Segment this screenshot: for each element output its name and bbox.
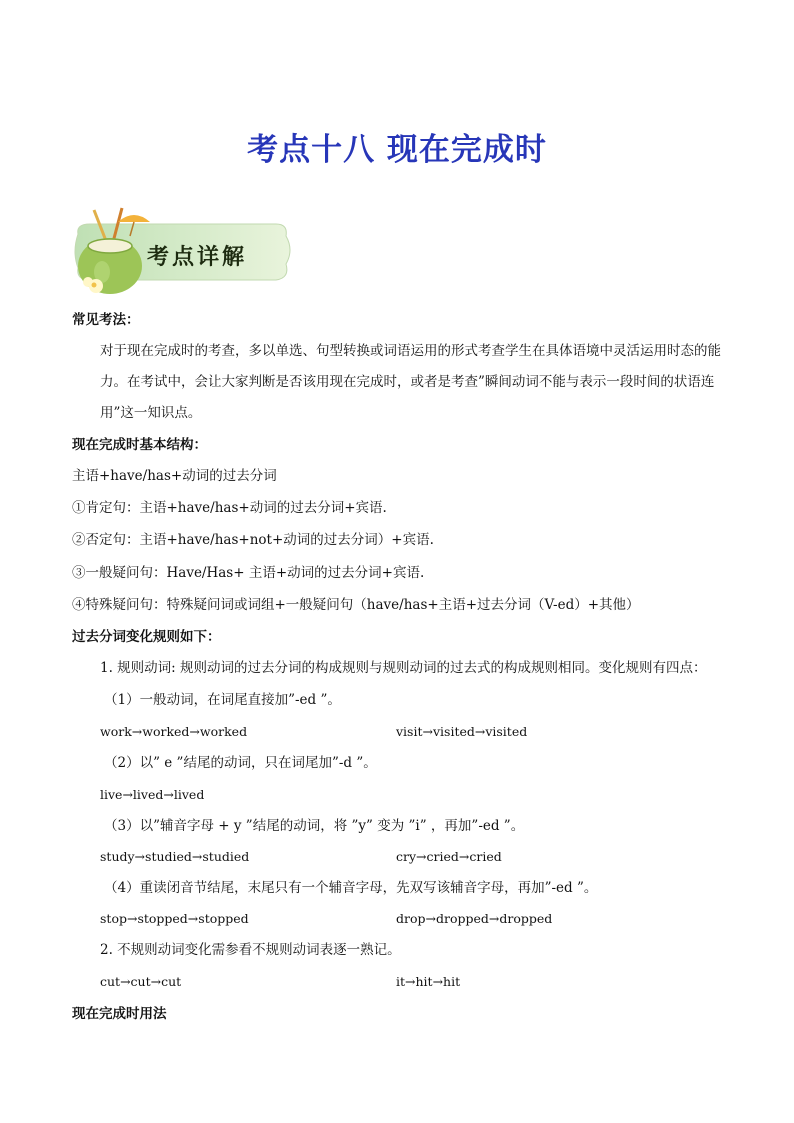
example-left: work→worked→worked bbox=[100, 724, 248, 739]
irregular-examples bbox=[100, 972, 461, 992]
structure-heading: 现在完成时基本结构： bbox=[72, 437, 207, 453]
example-right: drop→dropped→dropped bbox=[396, 911, 553, 926]
regular-verbs-intro: 1. 规则动词: 规则动词的过去分词的构成规则与规则动词的过去式的构成规则相同。变化规则有四点： bbox=[100, 660, 707, 676]
rule-4-text: （4）重读闭音节结尾，末尾只有一个辅音字母，先双写该辅音字母，再加”-ed ”。 bbox=[104, 880, 598, 896]
structure-negative: ②否定句：主语+have/has+not+动词的过去分词）+宾语. bbox=[72, 532, 434, 548]
example-left: live→lived→lived bbox=[100, 787, 205, 802]
usage-heading: 现在完成时用法 bbox=[72, 1006, 167, 1022]
example-left: cut→cut→cut bbox=[100, 974, 182, 989]
irregular-verbs-intro: 2. 不规则动词变化需参看不规则动词表逐一熟记。 bbox=[100, 942, 401, 958]
example-right: cry→cried→cried bbox=[396, 849, 502, 864]
common-tests-heading: 常见考法： bbox=[72, 312, 140, 328]
rule-3-text: （3）以”辅音字母 + y ”结尾的动词，将 ”y” 变为 ”i” ，再加”-ed ”。 bbox=[104, 818, 525, 834]
common-tests-paragraph: 对于现在完成时的考查，多以单选、句型转换或词语运用的形式考查学生在具体语境中灵活运用时态的能力。在考试中，会让大家判断是否该用现在完成时，或者是考查”瞬间动词不能与表示一段时间的状语连用”这一知识点。 bbox=[100, 343, 721, 421]
rule-1-examples bbox=[100, 722, 528, 742]
rule-2-examples bbox=[100, 785, 204, 805]
rule-1-text: （1）一般动词，在词尾直接加”-ed ”。 bbox=[104, 692, 341, 708]
example-right: it→hit→hit bbox=[396, 974, 461, 989]
page-title: 考点十八 现在完成时 bbox=[247, 132, 547, 168]
rule-2-text: （2）以” e ”结尾的动词，只在词尾加”-d ”。 bbox=[104, 755, 377, 771]
structure-formula: 主语+have/has+动词的过去分词 bbox=[72, 468, 277, 484]
rule-4-examples bbox=[100, 909, 553, 929]
rule-3-examples bbox=[100, 847, 502, 867]
structure-wh-question: ④特殊疑问句：特殊疑问词或词组+一般疑问句（have/has+主语+过去分词（V-ed）+其他） bbox=[72, 597, 640, 613]
structure-affirmative: ①肯定句：主语+have/has+动词的过去分词+宾语. bbox=[72, 500, 387, 516]
participle-heading: 过去分词变化规则如下： bbox=[72, 629, 221, 645]
example-left: study→studied→studied bbox=[100, 849, 250, 864]
section-banner-label: 考点详解 bbox=[147, 244, 248, 270]
structure-yes-no-question: ③一般疑问句：Have/Has+ 主语+动词的过去分词+宾语. bbox=[72, 565, 425, 581]
example-right: visit→visited→visited bbox=[396, 724, 528, 739]
example-left: stop→stopped→stopped bbox=[100, 911, 249, 926]
